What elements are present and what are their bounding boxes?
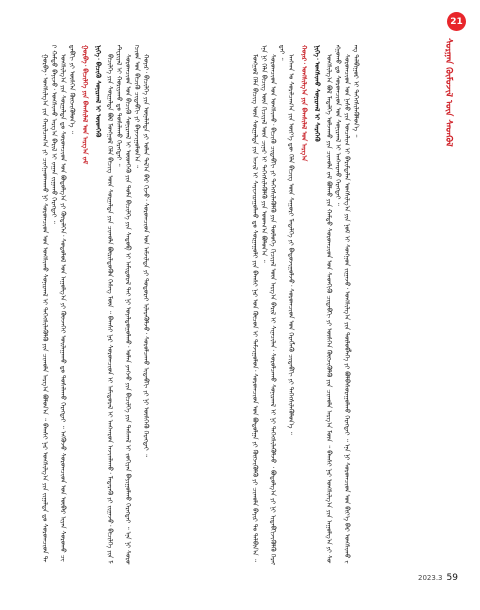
section-heading: ᠭᠤᠷᠪᠠ᠂ ᠪᠢᠴᠢᠯᠭᠡ ᠶᠢᠨ ᠪᠠᠭᠰᠢᠯᠠᠯ ᠤᠨ ᠠᠷᠭ᠎ᠠ ᠵᠠᠮ (81, 45, 89, 165)
text-column-right (250, 45, 428, 565)
paragraph: ᠤᠩᠰᠢᠯᠭ᠎ᠠ ᠪᠣᠯ ᠮᠡᠳᠡᠯᠭᠡ ᠣᠯᠵᠠᠬᠤ ᠶᠢᠨ ᠴᠢᠬᠤᠯᠠ ᠵᠠᠮ ᠪᠣᠯᠬᠤ ᠶᠢᠨ ᠬᠠᠮᠲᠤ ᠰᠤᠷᠤᠭᠴᠢᠳ ᠤᠨ ᠰᠡᠳᠬᠢᠬᠦ ᠴᠢᠳᠠᠪᠬᠢ ᠶᠢ ᠥᠰᠬᠡᠨ ᠬᠥᠭᠵᠢᠭᠦᠯᠬᠦ ᠶᠢᠨ ᠴᠢᠬᠤᠯᠠ ᠠᠷᠭ᠎ᠠ ᠮᠥᠨ ᠃ ᠪᠠᠭᠰᠢ ᠨᠠᠷ ᠤᠩᠰᠢᠯᠭ᠎ᠠ ᠶᠢᠨ ᠠᠭᠤᠯᠭ᠎ᠠ ᠶᠢ ᠰᠣᠩᠭᠣᠬᠤ ᠳᠤ ᠰᠤᠷᠤᠭᠴᠢᠳ ᠤᠨ ᠰᠣᠨᠢᠷᠬᠠᠯ ᠢ ᠠᠩᠬᠠᠷᠬᠤ ᠬᠡᠷᠡᠭᠲᠡᠢ ᠃ (325, 45, 342, 564)
paragraph: ᠪᠢᠴᠢᠯᠭᠡ ᠶᠢᠨ ᠰᠤᠷᠭᠠᠯᠲᠠ ᠪᠣᠯ ᠮᠣᠩᠭᠣᠯ ᠬᠡᠯᠡ ᠪᠢᠴᠢᠭ ᠦᠨ ᠰᠤᠷᠭᠠᠯᠲᠠ ᠶᠢᠨ ᠴᠢᠬᠤᠯᠠ ᠪᠦᠷᠢᠯᠳᠦᠬᠦᠨ ᠬᠡᠰᠡᠭ ᠮᠥᠨ ᠃ ᠪᠠᠭᠰᠢ ᠨᠠᠷ ᠰᠤᠷᠤᠭᠴᠢᠳ ᠢ ᠠᠮᠢᠳᠤᠷᠠᠯ ᠢ ᠠᠩᠬᠠᠷᠤᠨ ᠠᠵᠢᠭᠯᠠᠬᠤ᠂ ᠮᠡᠳᠡᠷᠡᠬᠦ ᠶᠢ ᠵᠢᠭᠠᠵᠤ᠂ ᠪᠢᠴᠢᠯᠭᠡ ᠶᠢᠨ ᠮᠠᠲᠧᠷᠢᠶᠠᠯ ᠢ ᠬᠤᠷᠢᠶᠠᠬᠤ ᠳᠤ ᠲᠤᠰᠠᠯᠠᠬᠤ ᠬᠡᠷᠡᠭᠲᠡᠢ ᠃ (106, 45, 123, 564)
paragraph: ᠬᠣᠶᠠᠷ᠂ ᠪᠢᠴᠢᠯᠭᠡ ᠶᠢᠨ ᠦᠨᠡᠯᠡᠯᠲᠡ ᠶᠢ ᠣᠯᠠᠨ ᠲᠠᠯ᠎ᠠ ᠪᠠᠷ ᠬᠢᠵᠦ᠂ ᠰᠤᠷᠤᠭᠴᠢᠳ ᠤᠨ ᠠᠮᠵᠢᠯᠲᠠ ᠶᠢ ᠲᠣᠳᠣᠷᠠᠢ ᠢᠯᠡᠷᠡᠭᠦᠯᠵᠦ᠂ ᠰᠤᠷᠤᠯᠴᠠᠬᠤ ᠢᠳᠡᠪᠬᠢ ᠶᠢ ᠨᠢ ᠥᠰᠬᠡᠬᠦ ᠬᠡᠷᠡᠭᠲᠡᠢ ᠃ (142, 54, 150, 458)
paragraph: ᠠᠩᠬᠠᠨ ᠤ ᠰᠤᠷᠠᠯᠴᠠᠭ᠎ᠠ ᠶᠢᠨ ᠦᠶ᠎ᠡ ᠳᠦ ᠬᠡᠯᠡ ᠪᠢᠴᠢᠭ ᠦᠨ ᠰᠠᠭᠤᠷᠢ ᠮᠡᠳᠡᠯᠭᠡ ᠶᠢ ᠪᠠᠲᠤᠵᠢᠭᠤᠯᠵᠤ᠂ ᠰᠤᠷᠤᠭᠴᠢᠳ ᠤᠨ ᠬᠡᠷᠡᠭᠯᠡᠬᠦ ᠴᠢᠳᠠᠪᠬᠢ ᠶᠢ ᠳᠡᠭᠡᠭᠰᠢᠯᠡᠭᠦᠯᠦᠨ᠎ᠡ ᠃ (287, 54, 295, 435)
paragraph: ᠰᠤᠷᠤᠭᠴᠢᠳ ᠤᠨ ᠤᠩᠰᠢᠬᠤ᠂ ᠪᠢᠴᠢᠬᠦ ᠴᠢᠳᠠᠪᠬᠢ ᠶᠢ ᠳᠡᠭᠡᠭᠰᠢᠯᠡᠭᠦᠯᠬᠦ ᠶᠢᠨ ᠲᠥᠯᠦᠭᠡ ᠬᠢᠴᠢᠶᠡᠯ ᠦᠨ ᠠᠷᠭ᠎ᠠ ᠪᠠᠷᠢᠯ ᠢ ᠰᠢᠨᠡᠴᠢᠯᠡᠨ᠂ ᠰᠤᠷᠤᠯᠴᠠᠬᠤ ᠰᠣᠨᠢᠷᠬᠠᠯ ᠢ ᠨᠢ ᠳᠡᠭᠡᠭᠰᠢᠯᠡᠭᠦᠯᠵᠦ ᠂ ᠪᠤᠳᠤᠯᠭ᠎ᠠ ᠶᠢ ᠨᠢ ᠢᠳᠡᠪᠬᠢᠵᠢᠭᠦᠯᠬᠦ ᠬᠡᠷᠡᠭᠲᠡᠢ ᠃ (269, 45, 286, 565)
section-heading: ᠬᠣᠶᠠᠷ᠂ ᠤᠩᠰᠢᠯᠭ᠎ᠠ ᠶᠢᠨ ᠪᠠᠭᠰᠢᠯᠠᠯ ᠤᠨ ᠠᠷᠭ᠎ᠠ (300, 45, 308, 162)
paragraph: ᠮᠣᠩᠭᠣᠯ ᠬᠡᠯᠡ ᠪᠢᠴᠢᠭ ᠦᠨ ᠰᠤᠷᠭᠠᠯᠲᠠ ᠶᠢᠨ ᠠᠵᠢᠯ ᠢ ᠰᠠᠶᠢᠵᠢᠷᠠᠭᠤᠯᠬᠤ ᠳᠤ ᠰᠤᠷᠭᠠᠭᠤᠯᠢ ᠶᠢᠨ ᠪᠠᠭᠰᠢ ᠨᠠᠷ ᠤᠨ ᠬᠦᠴᠦᠨ ᠢ ᠳᠠᠮᠵᠢᠭᠤᠯᠤᠨ᠂ ᠰᠤᠷᠤᠭᠴᠢᠳ ᠤᠨ ᠪᠣᠳᠣᠯᠭᠠ ᠶᠢ ᠬᠥᠭᠵᠢᠭᠦᠯᠬᠦ ᠶᠢ ᠴᠢᠬᠤᠯᠠ ᠪᠠᠶᠢᠷ ᠲᠤ ᠲᠠᠯᠪᠢᠨ᠎ᠠ ᠃ ᠡᠨᠡ ᠨᠢ ᠬᠡᠯᠡ ᠪᠢᠴᠢᠭ ᠦᠨ ᠬᠢᠴᠢᠶᠡᠯ ᠦᠨ ᠴᠢᠨᠠᠷ ᠢ ᠳᠡᠭᠡᠭᠰᠢᠯᠡᠭᠦᠯᠬᠦ ᠶᠢᠨ ᠤᠳᠬ᠎ᠠ ᠪᠣᠯᠤᠨ᠎ᠠ ᠃ (251, 45, 268, 563)
subsection-heading: ᠨᠢᠭᠡ᠂ ᠪᠢᠴᠢᠬᠦ ᠰᠣᠨᠢᠷᠬᠠᠯ ᠢ ᠥᠳᠭᠡᠬᠦ (94, 45, 102, 138)
paragraph: ᠤᠩᠰᠢᠯᠭ᠎ᠠ ᠶᠢᠨ ᠰᠤᠷᠭᠠᠯᠲᠠ ᠳᠤ ᠰᠤᠷᠤᠭᠴᠢᠳ ᠤᠨ ᠪᠣᠳᠣᠯᠭ᠎ᠠ ᠶᠢ ᠬᠥᠳᠡᠯᠭᠡᠨ᠂ ᠰᠣᠳᠤᠯᠤᠯ ᠤᠨ ᠠᠭᠤᠯᠭ᠎ᠠ ᠶᠢ ᠭᠦᠨᠵᠡᠭᠡᠢ ᠣᠢᠯᠠᠭᠠᠬᠤ ᠳᠤ ᠲᠤᠰᠠᠯᠠᠬᠤ ᠬᠡᠷᠡᠭᠲᠡᠢ ᠃ ᠡᠩᠭᠦᠵᠦ ᠰᠤᠷᠤᠭᠴᠢᠳ ᠤᠨ ᠥᠪᠡᠷ ᠢᠶᠡᠨ ᠰᠤᠷᠤᠬᠤ ᠴᠢᠳᠠᠪᠬᠢ ᠶᠢ ᠥᠰᠬᠡᠨ ᠬᠥᠭᠵᠢᠭᠦᠯᠦᠨ᠎ᠡ ᠃ (59, 45, 76, 562)
running-header: ᠰᠤᠷᠭᠠᠨ ᠬᠦᠮᠦᠵᠢᠯ ᠦᠨ ᠰᠡᠳᠬᠦᠯ (443, 38, 453, 147)
subsection-heading: ᠨᠢᠭᠡ᠂ ᠤᠩᠰᠢᠬᠤ ᠰᠣᠨᠢᠷᠬᠠᠯ ᠢ ᠰᠡᠷᠡᠭᠡᠬᠦ (313, 45, 321, 142)
page-footer (418, 573, 458, 583)
issue-label: 2023.3 (418, 574, 443, 582)
page-number: 59 (446, 573, 458, 583)
text-column-left (40, 45, 240, 565)
paragraph: ᠰᠤᠷᠤᠭᠴᠢᠳ ᠤᠨ ᠪᠢᠴᠢᠬᠦ ᠰᠣᠨᠢᠷᠬᠠᠯ ᠢ ᠥᠳᠭᠡᠬᠦ ᠶᠢᠨ ᠲᠤᠯᠠ ᠪᠢᠴᠢᠯᠭᠡ ᠶᠢᠨ ᠰᠡᠳᠦᠪ ᠢ ᠠᠮᠢᠳᠤᠷᠠᠯ ᠲᠠᠢ ᠨᠢ ᠤᠶᠠᠯᠳᠤᠭᠤᠯᠬᠤ᠂ ᠣᠯᠠᠨ ᠶᠠᠩᠵᠤ ᠶᠢᠨ ᠪᠢᠴᠢᠯᠭᠡ ᠶᠢᠨ ᠳᠠᠰᠬᠠᠯ ᠢ ᠵᠣᠬᠢᠶᠠᠨ ᠪᠠᠶᠢᠭᠤᠯᠬᠤ ᠬᠡᠷᠡᠭᠲᠡᠢ ᠃ ᠡᠨᠡ ᠨᠢ ᠰᠤᠷᠤᠭᠴᠢᠳ ᠤᠨ ᠪᠢᠴᠢᠬᠦ ᠴᠢᠳᠠᠪᠬᠢ ᠶᠢ ᠪᠠᠶᠠᠵᠢᠭᠤᠯᠤᠨ᠎ᠠ ᠃ (124, 45, 141, 565)
paragraph: ᠰᠤᠷᠤᠭᠴᠢᠳ ᠤᠨ ᠨᠠᠰᠤ ᠶᠢᠨ ᠣᠨᠴᠠᠯᠢᠭ ᠢ ᠪᠠᠷᠢᠮᠲᠠᠯᠠᠨ ᠤᠩᠰᠢᠯᠭ᠎ᠠ ᠶᠢᠨ ᠨᠣᠮ ᠢ ᠰᠣᠩᠭᠣᠨ ᠵᠢᠭᠠᠵᠤ᠂ ᠤᠩᠰᠢᠯᠭ᠎ᠠ ᠶᠢᠨ ᠲᠥᠯᠦᠪᠯᠡᠭᠡ ᠶᠢ ᠪᠣᠯᠪᠠᠰᠤᠷᠠᠭᠤᠯᠬᠤ ᠬᠡᠷᠡᠭᠲᠡᠢ ᠃ ᠡᠨᠡ ᠨᠢ ᠰᠤᠷᠤᠭᠴᠢᠳ ᠤᠨ ᠪᠢᠶ᠎ᠡ ᠪᠡᠷ ᠤᠩᠰᠢᠬᠤ ᠵᠠᠩ ᠲᠠᠯᠪᠢᠭᠤᠷ ᠢ ᠳᠡᠭᠡᠭᠰᠢᠯᠡᠭᠦᠯᠦᠨ᠎ᠡ ᠃ (343, 45, 360, 564)
journal-emblem-icon: 21 (447, 12, 466, 31)
paragraph: ᠭᠤᠷᠪᠠ᠂ ᠤᠩᠰᠢᠯᠭ᠎ᠠ ᠶᠢᠨ ᠬᠠᠷᠢᠯᠴᠠᠭ᠎ᠠ ᠶᠢ ᠴᠢᠩᠭᠠᠳᠬᠠᠬᠤ ᠨᠢ ᠰᠤᠷᠤᠭᠴᠢᠳ ᠤᠨ ᠤᠩᠰᠢᠬᠤ ᠰᠣᠨᠢᠷᠬᠠᠯ ᠢ ᠳᠡᠭᠡᠭᠰᠢᠯᠡᠭᠦᠯᠬᠦ ᠶᠢᠨ ᠴᠢᠬᠤᠯᠠ ᠠᠷᠭ᠎ᠠ ᠪᠣᠯᠤᠨ᠎ᠠ ᠃ ᠪᠠᠭᠰᠢ ᠨᠠᠷ ᠤᠩᠰᠢᠯᠭ᠎ᠠ ᠶᠢᠨ ᠵᠢᠭᠠᠯᠲᠠ ᠳᠤ ᠰᠤᠷᠤᠭᠴᠢᠳ ᠲᠠᠢ ᠬᠠᠮᠲᠤ ᠪᠠᠶᠢᠵᠤ᠂ ᠤᠩᠰᠢᠬᠤ ᠠᠷᠭ᠎ᠠ ᠪᠠᠷᠢᠯ ᠢ ᠵᠠᠭᠠᠨ ᠵᠢᠭᠠᠬᠤ ᠬᠡᠷᠡᠭᠲᠡᠢ ᠃ (41, 45, 58, 563)
